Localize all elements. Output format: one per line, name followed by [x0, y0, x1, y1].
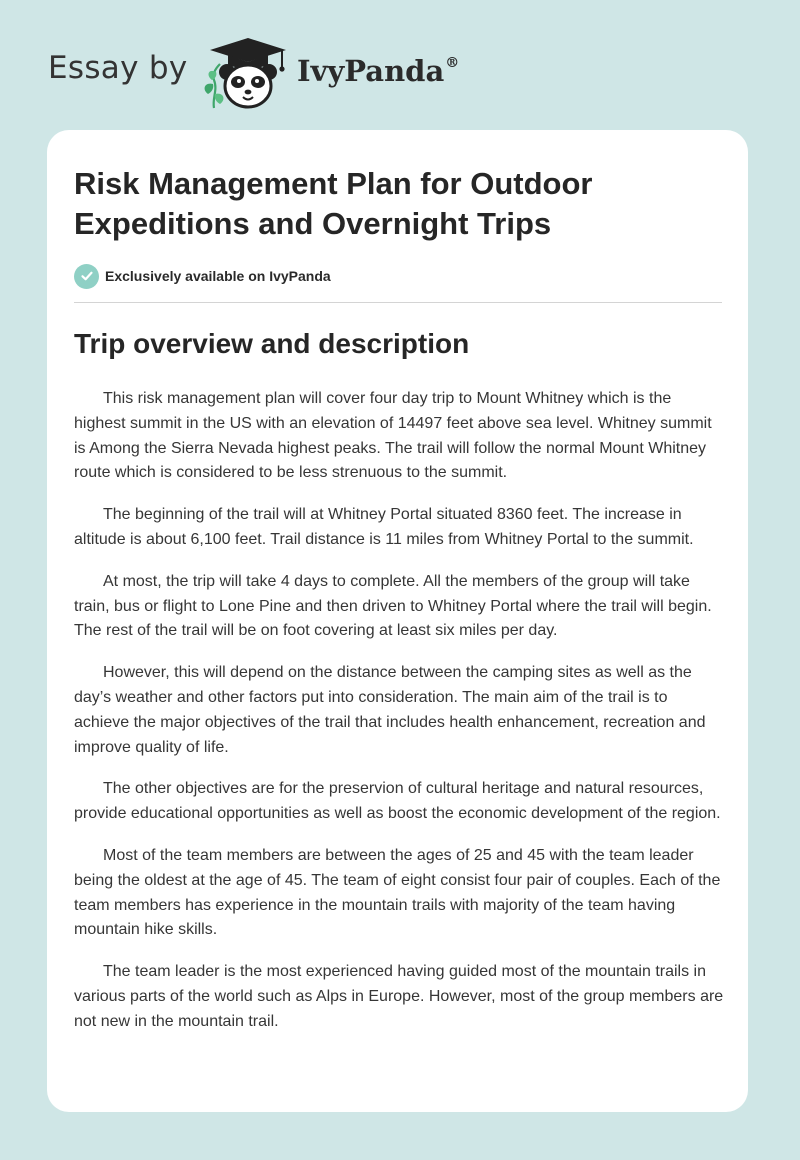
essay-body [74, 387, 725, 1052]
essay-by-label: Essay by [48, 50, 188, 86]
essay-card [47, 130, 748, 1112]
paragraph: At most, the trip will take 4 days to complete. All the members of the group will take train, bus or flight to Lone Pine and then driven to Whitney Portal where the trail will begin. The rest of the trail will be on foot covering at least six miles per day. [74, 572, 712, 640]
check-icon [74, 264, 99, 289]
panda-graduate-logo-icon[interactable] [200, 34, 292, 110]
section-heading: Trip overview and description [74, 328, 470, 359]
paragraph: The other objectives are for the preservion of cultural heritage and natural resources, provide educational opportunities as well as boost the economic development of the region. [74, 780, 721, 823]
brand-name[interactable] [297, 54, 459, 88]
site-header [0, 0, 800, 130]
paragraph: Most of the team members are between the ages of 25 and 45 with the team leader being the oldest at the age of 45. The team of eight consist four pair of couples. Each of the team members has experience in the mountain trails with majority of the team having mountain hike skills. [74, 846, 721, 939]
paragraph: This risk management plan will cover four day trip to Mount Whitney which is the highest summit in the US with an elevation of 14497 feet above sea level. Whitney summit is Among the Sierra Nevada highest peaks. The trail will follow the normal Mount Whitney route which is considered to be less strenuous to the summit. [74, 390, 712, 482]
title-divider [74, 302, 722, 303]
paragraph: The team leader is the most experienced having guided most of the mountain trails in various parts of the world such as Alps in Europe. However, most of the group members are not new in the mountain trail. [74, 963, 724, 1030]
brand-text: IvyPanda [297, 54, 445, 88]
paragraph: The beginning of the trail will at Whitney Portal situated 8360 feet. The increase in altitude is about 6,100 feet. Trail distance is 11 miles from Whitney Portal to the summit. [74, 506, 694, 548]
paragraph: However, this will depend on the distance between the camping sites as well as the day’s weather and other factors put into consideration. The main aim of the trail is to achieve the major objectives of the trail that includes health enhancement, recreation and improve quality of life. [74, 664, 706, 756]
exclusive-badge [74, 263, 331, 289]
exclusive-text: Exclusively available on IvyPanda [105, 268, 331, 284]
essay-title: Risk Management Plan for Outdoor Expeditions and Overnight Trips [74, 166, 593, 241]
registered-mark: ® [445, 55, 460, 71]
